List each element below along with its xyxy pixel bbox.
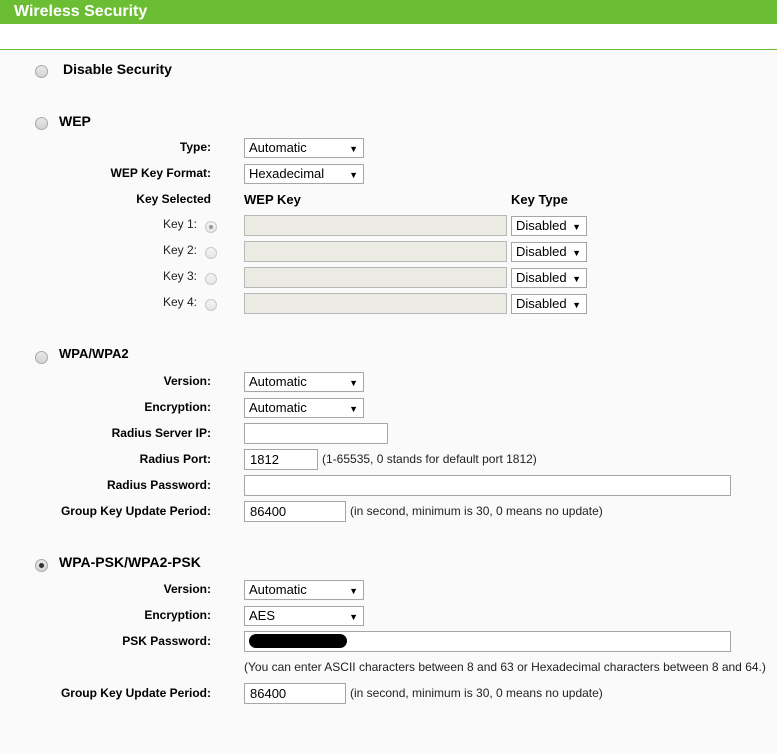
key-2-label: Key 2: xyxy=(162,243,197,257)
key-4-radio[interactable] xyxy=(205,299,217,311)
key-2-input[interactable] xyxy=(244,241,507,262)
chevron-down-icon: ▼ xyxy=(349,378,358,388)
wpa-encryption-select[interactable] xyxy=(244,398,364,418)
page-header xyxy=(0,0,777,24)
wpa-psk-section-label: WPA-PSK/WPA2-PSK xyxy=(59,554,201,570)
disable-security-radio[interactable] xyxy=(35,65,48,78)
wpa-group-key-update-hint: (in second, minimum is 30, 0 means no update) xyxy=(350,504,603,518)
chevron-down-icon: ▼ xyxy=(349,612,358,622)
psk-encryption-label: Encryption: xyxy=(144,608,211,622)
key-4-label: Key 4: xyxy=(162,295,197,309)
wpa-group-key-update-input[interactable] xyxy=(244,501,346,522)
key-2-type-value: Disabled xyxy=(516,244,567,259)
key-1-radio[interactable] xyxy=(205,221,217,233)
psk-group-key-update-hint: (in second, minimum is 30, 0 means no update) xyxy=(350,686,603,700)
wpa-psk-radio[interactable] xyxy=(35,559,48,572)
chevron-down-icon: ▼ xyxy=(572,222,581,232)
wpa-version-select[interactable] xyxy=(244,372,364,392)
wpa-group-key-update-label: Group Key Update Period: xyxy=(60,504,211,518)
wpa-encryption-value: Automatic xyxy=(249,400,307,415)
key-4-type-value: Disabled xyxy=(516,296,567,311)
psk-group-key-update-value: 86400 xyxy=(250,686,287,701)
radius-port-label: Radius Port: xyxy=(139,452,211,466)
key-3-label: Key 3: xyxy=(162,269,197,283)
wep-key-format-label: WEP Key Format: xyxy=(110,166,211,180)
key-2-radio[interactable] xyxy=(205,247,217,259)
psk-group-key-update-label: Group Key Update Period: xyxy=(60,686,211,700)
key-3-radio[interactable] xyxy=(205,273,217,285)
key-3-input[interactable] xyxy=(244,267,507,288)
chevron-down-icon: ▼ xyxy=(572,248,581,258)
chevron-down-icon: ▼ xyxy=(349,586,358,596)
radius-password-input[interactable] xyxy=(244,475,731,496)
wep-key-format-value: Hexadecimal xyxy=(249,166,325,181)
wep-type-label: Type: xyxy=(179,140,211,154)
radius-port-input[interactable] xyxy=(244,449,318,470)
radius-server-ip-label: Radius Server IP: xyxy=(111,426,211,440)
wep-key-format-select[interactable] xyxy=(244,164,364,184)
page-title: Wireless Security xyxy=(14,3,148,20)
psk-version-label: Version: xyxy=(163,582,211,596)
chevron-down-icon: ▼ xyxy=(572,300,581,310)
wpa-version-value: Automatic xyxy=(249,374,307,389)
wpa-encryption-label: Encryption: xyxy=(144,400,211,414)
redacted-password-mark xyxy=(249,634,347,648)
psk-version-value: Automatic xyxy=(249,582,307,597)
psk-encryption-value: AES xyxy=(249,608,276,623)
wpa-version-label: Version: xyxy=(163,374,211,388)
wep-type-value: Automatic xyxy=(249,140,307,155)
key-2-type-select[interactable] xyxy=(511,242,587,262)
wep-radio[interactable] xyxy=(35,117,48,130)
radius-password-label: Radius Password: xyxy=(106,478,211,492)
key-type-header: Key Type xyxy=(511,192,568,207)
key-selected-header: Key Selected xyxy=(136,192,211,206)
key-4-type-select[interactable] xyxy=(511,294,587,314)
psk-encryption-select[interactable] xyxy=(244,606,364,626)
psk-password-label: PSK Password: xyxy=(122,634,211,648)
wpa-group-key-update-value: 86400 xyxy=(250,504,287,519)
psk-password-hint: (You can enter ASCII characters between 8 and 63 or Hexadecimal characters between 8 and 64.) xyxy=(244,660,766,674)
key-1-type-select[interactable] xyxy=(511,216,587,236)
key-3-type-select[interactable] xyxy=(511,268,587,288)
radius-port-value: 1812 xyxy=(250,452,279,467)
wep-section-label: WEP xyxy=(59,113,91,129)
wpa-radio[interactable] xyxy=(35,351,48,364)
psk-group-key-update-input[interactable] xyxy=(244,683,346,704)
chevron-down-icon: ▼ xyxy=(572,274,581,284)
disable-security-label: Disable Security xyxy=(63,61,172,77)
radius-port-hint: (1-65535, 0 stands for default port 1812) xyxy=(322,452,537,466)
wpa-section-label: WPA/WPA2 xyxy=(59,346,129,361)
wep-key-header: WEP Key xyxy=(244,192,301,207)
psk-version-select[interactable] xyxy=(244,580,364,600)
key-4-input[interactable] xyxy=(244,293,507,314)
radius-server-ip-input[interactable] xyxy=(244,423,388,444)
chevron-down-icon: ▼ xyxy=(349,404,358,414)
chevron-down-icon: ▼ xyxy=(349,144,358,154)
wep-type-select[interactable] xyxy=(244,138,364,158)
key-1-input[interactable] xyxy=(244,215,507,236)
key-3-type-value: Disabled xyxy=(516,270,567,285)
chevron-down-icon: ▼ xyxy=(349,170,358,180)
key-1-label: Key 1: xyxy=(162,217,197,231)
key-1-type-value: Disabled xyxy=(516,218,567,233)
